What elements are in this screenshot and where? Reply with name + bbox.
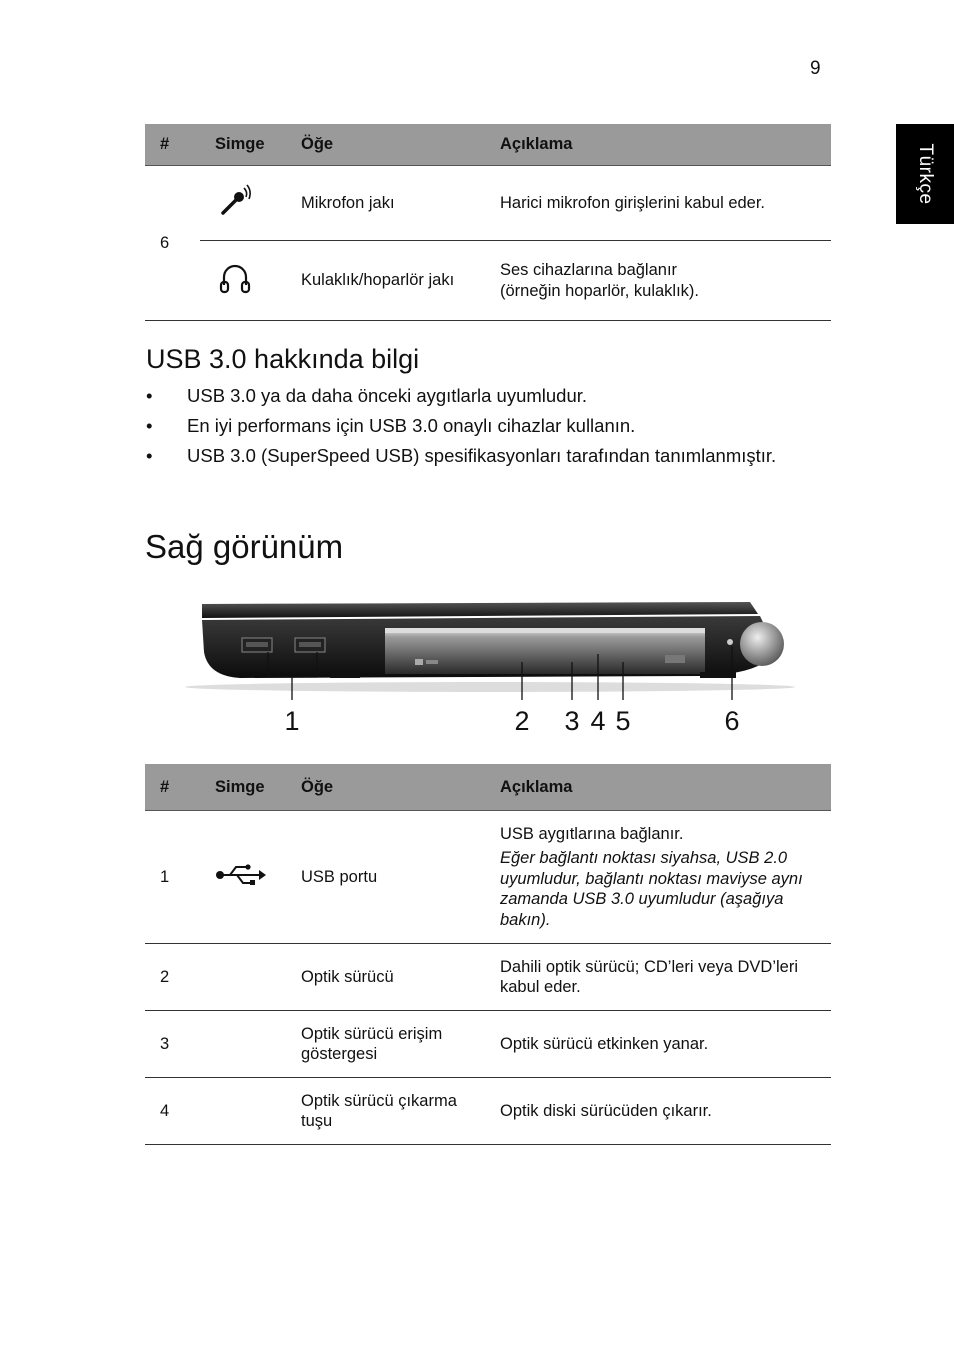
laptop-illustration <box>180 592 820 742</box>
right-view-title: Sağ görünüm <box>145 528 344 565</box>
table-cell-desc <box>485 241 831 321</box>
desc-line: Ses cihazlarına bağlanır <box>500 261 678 279</box>
col-header-num: # <box>145 764 200 811</box>
table-cell-desc <box>485 811 831 944</box>
list-item: • En iyi performans için USB 3.0 onaylı cihazlar kullanın. <box>146 413 786 438</box>
headphones-icon <box>215 258 255 298</box>
col-header-desc: Açıklama <box>485 764 831 811</box>
col-header-icon: Simge <box>200 124 286 166</box>
table-cell-desc: Harici mikrofon girişlerini kabul eder. <box>500 193 766 212</box>
language-tab-label: Türkçe <box>915 143 936 205</box>
desc-note: Eğer bağlantı noktası siyahsa, USB 2.0 uyumludur, bağlantı noktası maviyse aynı zamanda USB 3.0 uyumludur (aşağıya bakın). <box>500 849 803 929</box>
table-cell-num: 3 <box>145 1011 200 1078</box>
language-tab <box>896 124 954 224</box>
figure-label-2: 2 <box>514 706 530 736</box>
col-header-item: Öğe <box>286 124 485 166</box>
figure-label-5: 5 <box>615 706 631 736</box>
table-cell-num: 4 <box>145 1078 200 1145</box>
col-header-num: # <box>145 124 200 166</box>
table-cell-item: Kulaklık/hoparlör jakı <box>286 241 485 321</box>
table-cell-icon <box>200 944 286 1011</box>
table-cell-num: 6 <box>145 166 200 321</box>
figure-label-3: 3 <box>564 706 580 736</box>
table-row <box>145 1011 831 1078</box>
table-cell-num: 2 <box>145 944 200 1011</box>
laptop-right-view-figure <box>180 592 820 742</box>
table-cell-item: Optik sürücü çıkarma tuşu <box>286 1078 485 1145</box>
desc-line: (örneğin hoparlör, kulaklık). <box>500 281 700 300</box>
figure-label-1: 1 <box>284 706 300 736</box>
table-cell-icon <box>200 811 286 944</box>
table-row <box>145 1078 831 1145</box>
ports-table-audio <box>145 124 831 321</box>
table-cell-desc: Optik sürücü etkinken yanar. <box>485 1011 831 1078</box>
list-item: • USB 3.0 ya da daha önceki aygıtlarla uyumludur. <box>146 383 786 408</box>
desc-line: USB aygıtlarına bağlanır. <box>500 824 684 843</box>
table-cell-num: 1 <box>145 811 200 944</box>
table-cell-icon <box>200 241 286 321</box>
page-number: 9 <box>810 58 821 79</box>
col-header-item: Öğe <box>286 764 485 811</box>
table-cell-desc: Dahili optik sürücü; CD’leri veya DVD’leri kabul eder. <box>485 944 831 1011</box>
table-cell-icon <box>200 1011 286 1078</box>
table-cell-icon <box>200 1078 286 1145</box>
usb-bullet-list <box>146 383 786 473</box>
figure-label-6: 6 <box>724 706 740 736</box>
table-cell-item: Optik sürücü <box>286 944 485 1011</box>
figure-label-4: 4 <box>590 706 606 736</box>
table-row <box>145 944 831 1011</box>
col-header-icon: Simge <box>200 764 286 811</box>
microphone-icon <box>215 181 255 221</box>
usb-section-title: USB 3.0 hakkında bilgi <box>146 344 420 374</box>
table-row <box>145 811 831 944</box>
table-cell-item: Mikrofon jakı <box>301 193 395 212</box>
col-header-desc: Açıklama <box>485 124 831 166</box>
table-cell-item: Optik sürücü erişim göstergesi <box>286 1011 485 1078</box>
ports-table-right <box>145 764 831 1145</box>
table-cell-icon <box>200 166 286 241</box>
usb-icon <box>215 863 267 887</box>
table-cell-item: USB portu <box>286 811 485 944</box>
table-cell-desc: Optik diski sürücüden çıkarır. <box>485 1078 831 1145</box>
list-item: • USB 3.0 (SuperSpeed USB) spesifikasyonları tarafından tanımlanmıştır. <box>146 443 786 468</box>
